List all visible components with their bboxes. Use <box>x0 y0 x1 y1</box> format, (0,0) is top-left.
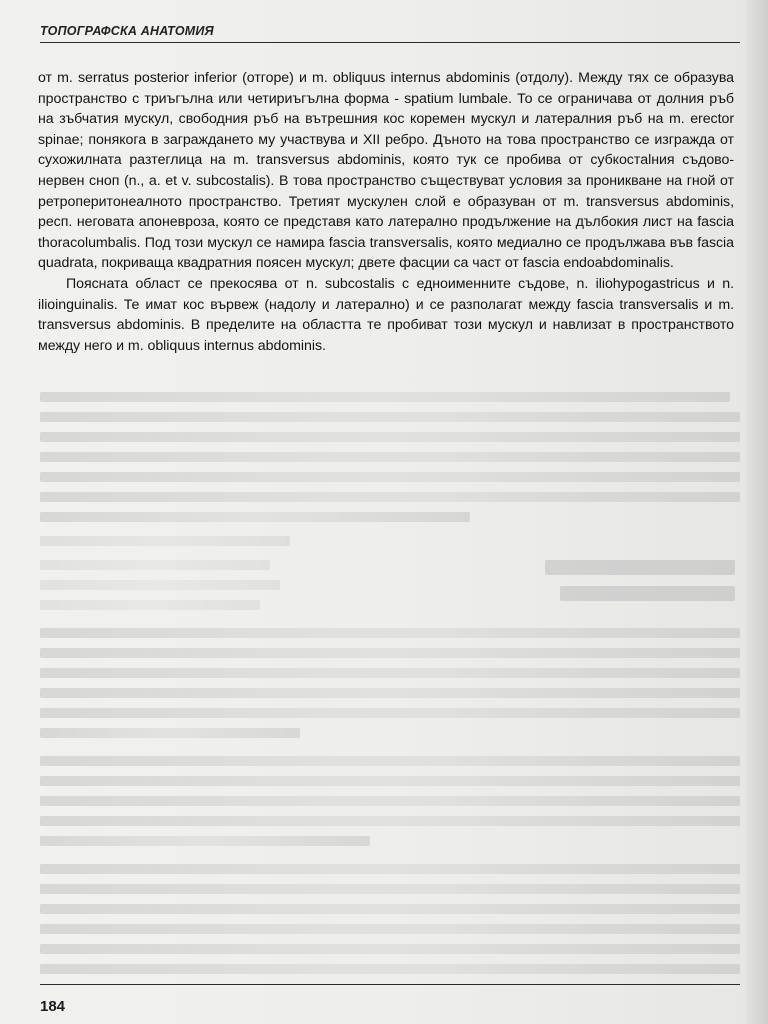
page-number: 184 <box>40 998 66 1015</box>
page-edge-shadow <box>746 0 768 1024</box>
footer-rule <box>40 984 740 985</box>
show-through-text <box>168 48 743 64</box>
running-header-title: ТОПОГРАФСКА АНАТОМИЯ <box>40 24 214 38</box>
running-header <box>40 22 740 43</box>
show-through-block <box>40 384 740 984</box>
paragraph-lumbar-nerves: Поясната област се прекосява от n. subcostalis с едноименните съдове, n. iliohypogastricus и n. ilioinguinalis. Те имат кос вървеж (надолу и латерално) и се разполагат между fascia transversalis и m. transversus abdominis. В пределите на областта те пробиват този мускул и навлизат в пространството между него и m. obliquus internus abdominis. <box>38 275 734 354</box>
paragraph-lumbar-space: от m. serratus posterior inferior (отгоре) и m. obliquus internus abdominis (отдолу). Между тях се образува пространство с триъгълна или четириъгълна форма - spatium lumbale. То се ограничава от долния ръб на зъбчатия мускул, свободния ръб на вътрешния кос коремен мускул и латералния ръб на m. erector spinae; понякога в заграждането му участвува и XII ребро. Дъното на това пространство се изгражда от сухожилната разтеглица на m. transversus abdominis, която тук се пробива от субкостalния съдово-нервен сноп (n., a. et v. subcostalis). В това пространство съществуват условия за проникване на гной от ретроперитонеалното пространство. Третият мускулен слой е образуван от m. transversus abdominis, респ. неговата апоневроза, която се представя като латерално продължение на дълбокия лист на fascia thoracolumbalis. Под този мускул се намира fascia transversalis, която медиално се продължава във fascia quadrata, покриваща квадратния поясен мускул; двете фасции са част от fascia endoabdominalis. <box>38 70 734 272</box>
body-text <box>38 68 734 356</box>
